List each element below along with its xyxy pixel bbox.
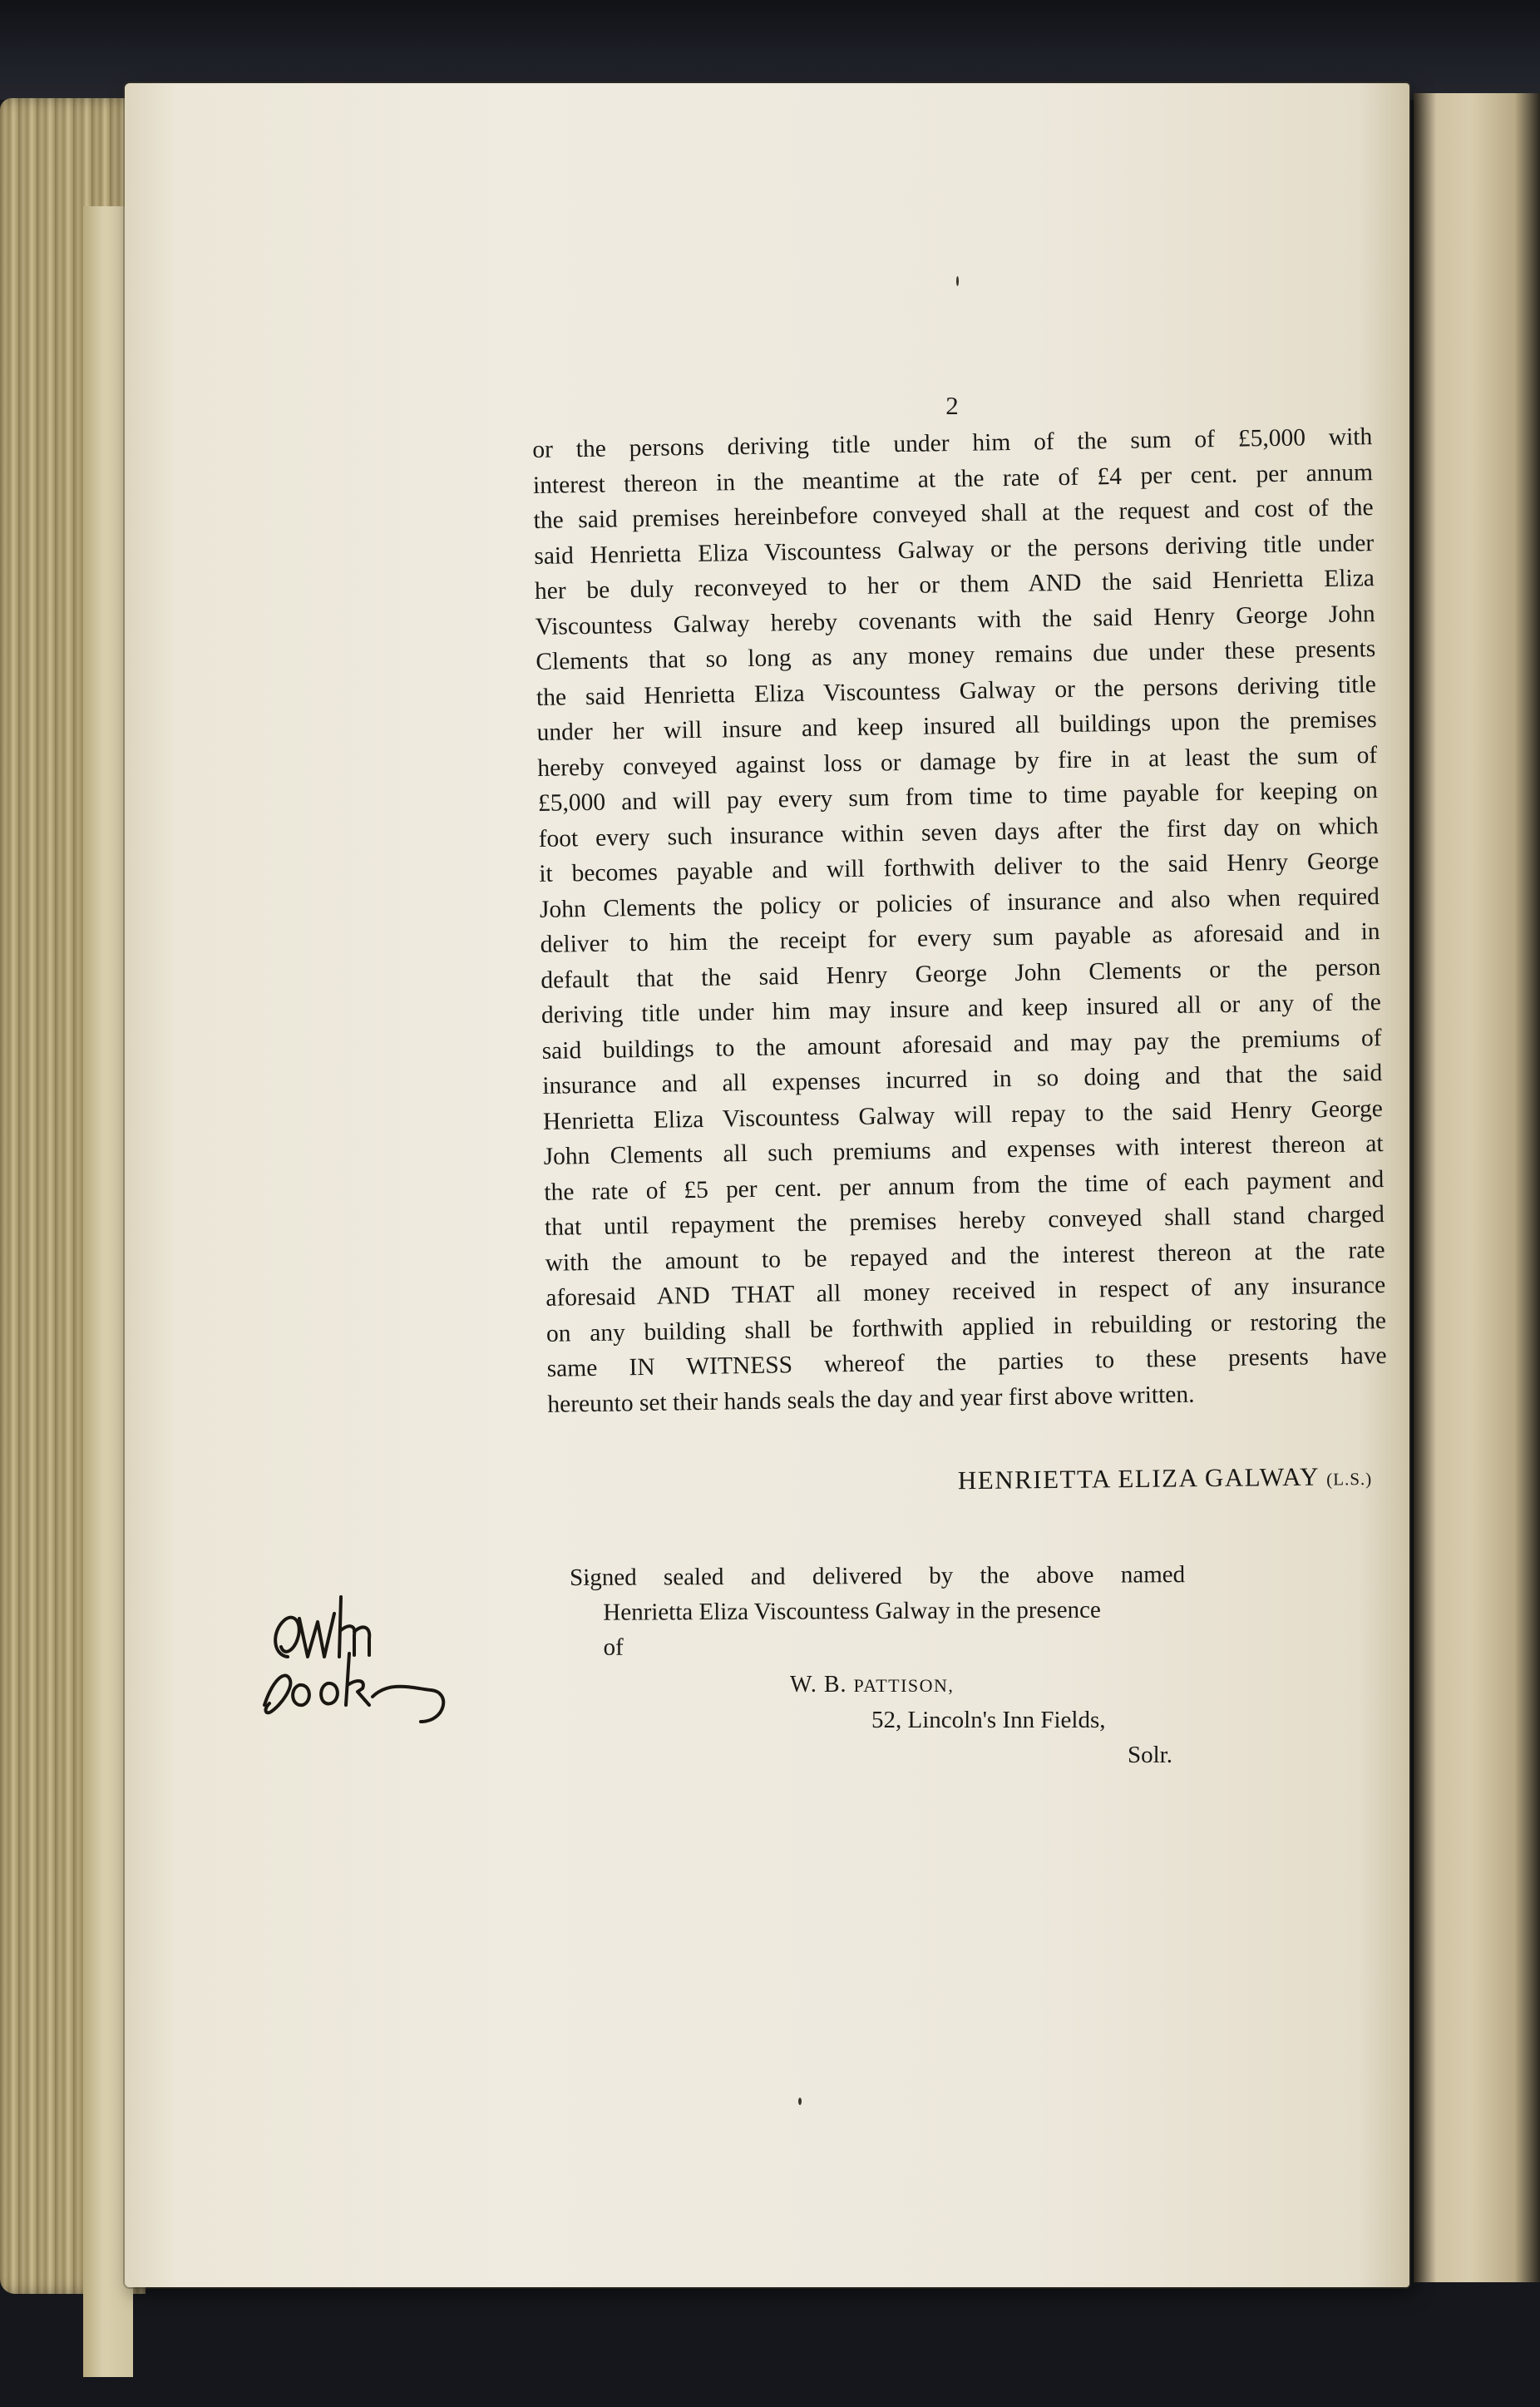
- text-line: same IN WITNESS whereof the parties to these presents have: [546, 1342, 1387, 1382]
- text-line: deriving title under him may insure and keep insured all or any of the: [540, 989, 1382, 1029]
- text-line: hereunto set their hands seals the day and year first above written.: [547, 1381, 1195, 1418]
- text-line: John Clements all such premiums and expenses with interest thereon at: [543, 1130, 1384, 1170]
- ink-speck: [956, 276, 959, 286]
- attestation-line: of: [603, 1633, 624, 1661]
- text-line: deliver to him the receipt for every sum payable as aforesaid and in: [540, 918, 1380, 958]
- text-line: Clements that so long as any money remains due under these presents: [536, 635, 1376, 675]
- page-stack-right: [1414, 93, 1540, 2282]
- witness-name: [790, 1672, 954, 1698]
- text-line: the rate of £5 per cent. per annum from the time of each payment and: [544, 1165, 1385, 1206]
- witness-surname: PATTISON,: [853, 1675, 955, 1696]
- seal-mark: (L.S.): [1326, 1468, 1373, 1490]
- text-line: insurance and all expenses incurred in so doing and that the said: [542, 1060, 1383, 1100]
- text-line: interest thereon in the meantime at the rate of £4 per cent. per annum: [532, 458, 1374, 499]
- text-line: under her will insure and keep insured all buildings upon the premises: [536, 706, 1377, 746]
- text-line: Viscountess Galway hereby covenants with the said Henry George John: [535, 600, 1375, 640]
- witness-role: Solr.: [1128, 1742, 1172, 1768]
- attestation-line: Signed sealed and delivered by the above named: [570, 1561, 1186, 1591]
- attestation-line: Henrietta Eliza Viscountess Galway in the presence: [603, 1596, 1101, 1626]
- text-line: hereby conveyed against loss or damage by fire in at least the sum of: [537, 741, 1378, 782]
- text-line: with the amount to be repayed and the interest thereon at the rate: [545, 1236, 1385, 1277]
- text-line: it becomes payable and will forthwith deliver to the said Henry George: [539, 848, 1380, 887]
- text-line: the said Henrietta Eliza Viscountess Galway or the persons deriving title: [536, 670, 1377, 711]
- witness-address: 52, Lincoln's Inn Fields,: [871, 1707, 1106, 1733]
- text-line: that until repayment the premises hereby conveyed shall stand charged: [544, 1201, 1385, 1241]
- text-line: her be duly reconveyed to her or them AND the said Henrietta Eliza: [534, 565, 1375, 605]
- text-line: said Henrietta Eliza Viscountess Galway or the persons deriving title under: [534, 529, 1375, 570]
- text-line: default that the said Henry George John Clements or the person: [540, 953, 1381, 994]
- text-line: the said premises hereinbefore conveyed shall at the request and cost of the: [533, 494, 1374, 534]
- text-line: aforesaid AND THAT all money received in respect of any insurance: [545, 1272, 1386, 1312]
- text-line: on any building shall be forthwith applied in rebuilding or restoring the: [545, 1307, 1387, 1347]
- text-line: said buildings to the amount aforesaid and may pay the premiums of: [541, 1024, 1382, 1065]
- handwritten-ink: [264, 1597, 443, 1722]
- page-stack-left: [0, 98, 146, 2294]
- page-number: 2: [945, 391, 959, 420]
- signatory-name: HENRIETTA ELIZA GALWAY: [957, 1461, 1320, 1495]
- text-line: John Clements the policy or policies of insurance and also when required: [539, 882, 1380, 923]
- deed-body-text: [532, 419, 1388, 1422]
- ink-speck: [798, 2098, 802, 2105]
- text-line: £5,000 and will pay every sum from time to time payable for keeping on: [537, 777, 1379, 817]
- text-line: or the persons deriving title under him of the sum of £5,000 with: [532, 423, 1373, 463]
- text-line: Henrietta Eliza Viscountess Galway will repay to the said Henry George: [542, 1095, 1384, 1135]
- handwritten-margin-note: [248, 1580, 464, 1747]
- signature-block: [890, 1461, 1372, 1496]
- attestation-clause: [570, 1557, 1186, 1665]
- text-line: foot every such insurance within seven days after the first day on which: [538, 812, 1379, 853]
- witness-initials: W. B.: [790, 1672, 854, 1698]
